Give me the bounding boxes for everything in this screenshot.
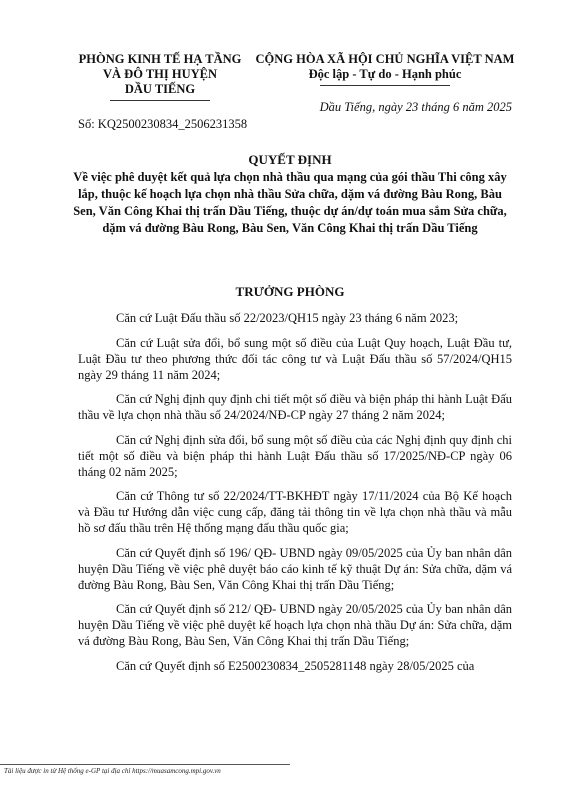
title-subject: Về việc phê duyệt kết quả lựa chọn nhà thầu qua mạng của gói thầu Thi công xây lắp, thuộc kế hoạch lựa chọn nhà thầu Sửa chữa, dặm vá đường Bàu Rong, Bàu Sen, Văn Công Khai thị trấn Dầu Tiếng, thuộc dự án/dự toán mua sắm Sửa chữa, dặm vá đường Bàu Rong, Bàu Sen, Văn Công Khai thị trấn Dầu Tiếng (73, 170, 507, 235)
document-number: Số: KQ2500230834_2506231358 (78, 117, 248, 131)
footer-divider (0, 764, 290, 765)
decision-title (72, 151, 508, 237)
paragraph-3: Căn cứ Nghị định quy định chi tiết một số điều và biện pháp thi hành Luật Đấu thầu về lựa chọn nhà thầu số 24/2024/NĐ-CP ngày 27 tháng 2 năm 2024; (78, 392, 512, 422)
title-main: QUYẾT ĐỊNH (248, 152, 332, 167)
issuer-title: TRƯỞNG PHÒNG (235, 284, 345, 299)
place-date: Dầu Tiếng, ngày 23 tháng 6 năm 2025 (319, 100, 512, 114)
paragraph-6: Căn cứ Quyết định số 196/ QĐ- UBND ngày 09/05/2025 của Ủy ban nhân dân huyện Dầu Tiếng về việc phê duyệt báo cáo kinh tế kỹ thuật Dự án: Sửa chữa, dặm vá đường Bàu Rong, Bàu Sen, Văn Công Khai thị trấn Dầu Tiếng; (78, 545, 512, 592)
agency-header (60, 52, 260, 101)
paragraph-4: Căn cứ Nghị định sửa đổi, bổ sung một số điều của các Nghị định quy định chi tiết một số điều và biện pháp thi hành Luật Đấu thầu số 17/2025/NĐ-CP ngày 06 tháng 02 năm 2025; (78, 432, 512, 479)
paragraph-8: Căn cứ Quyết định số E2500230834_2505281148 ngày 28/05/2025 của (116, 658, 475, 673)
paragraph-1: Căn cứ Luật Đấu thầu số 22/2023/QH15 ngày 23 tháng 6 năm 2023; (116, 311, 459, 325)
agency-line-3: DẦU TIẾNG (124, 82, 196, 96)
document-body (78, 310, 512, 682)
nation-name: CỘNG HÒA XÃ HỘI CHỦ NGHĨA VIỆT NAM (255, 52, 515, 66)
national-header (248, 52, 522, 86)
national-motto: Độc lập - Tự do - Hạnh phúc (308, 67, 462, 81)
agency-underline (110, 100, 210, 101)
motto-underline (320, 85, 450, 86)
print-footer: Tài liệu được in từ Hệ thống e-GP tại địa chỉ https://muasamcong.mpi.gov.vn (4, 767, 221, 775)
paragraph-2: Căn cứ Luật sửa đổi, bổ sung một số điều của Luật Quy hoạch, Luật Đầu tư, Luật Đầu tư theo phương thức đối tác công tư và Luật Đấu thầu số 57/2024/QH15 ngày 29 tháng 11 năm 2024; (78, 335, 512, 382)
paragraph-7: Căn cứ Quyết định số 212/ QĐ- UBND ngày 20/05/2025 của Ủy ban nhân dân huyện Dầu Tiếng về việc phê duyệt kế hoạch lựa chọn nhà thầu Dự án: Sửa chữa, dặm vá đường Bàu Rong, Bàu Sen, Văn Công Khai thị trấn Dầu Tiếng; (78, 602, 512, 648)
agency-line-2: VÀ ĐÔ THỊ HUYỆN (102, 67, 218, 81)
agency-line-1: PHÒNG KINH TẾ HẠ TẦNG (78, 52, 242, 66)
paragraph-5: Căn cứ Thông tư số 22/2024/TT-BKHĐT ngày 17/11/2024 của Bộ Kế hoạch và Đầu tư Hướng dẫn việc cung cấp, đăng tải thông tin về lựa chọn nhà thầu và mẫu hồ sơ đấu thầu trên Hệ thống mạng đấu thầu quốc gia; (78, 489, 512, 535)
